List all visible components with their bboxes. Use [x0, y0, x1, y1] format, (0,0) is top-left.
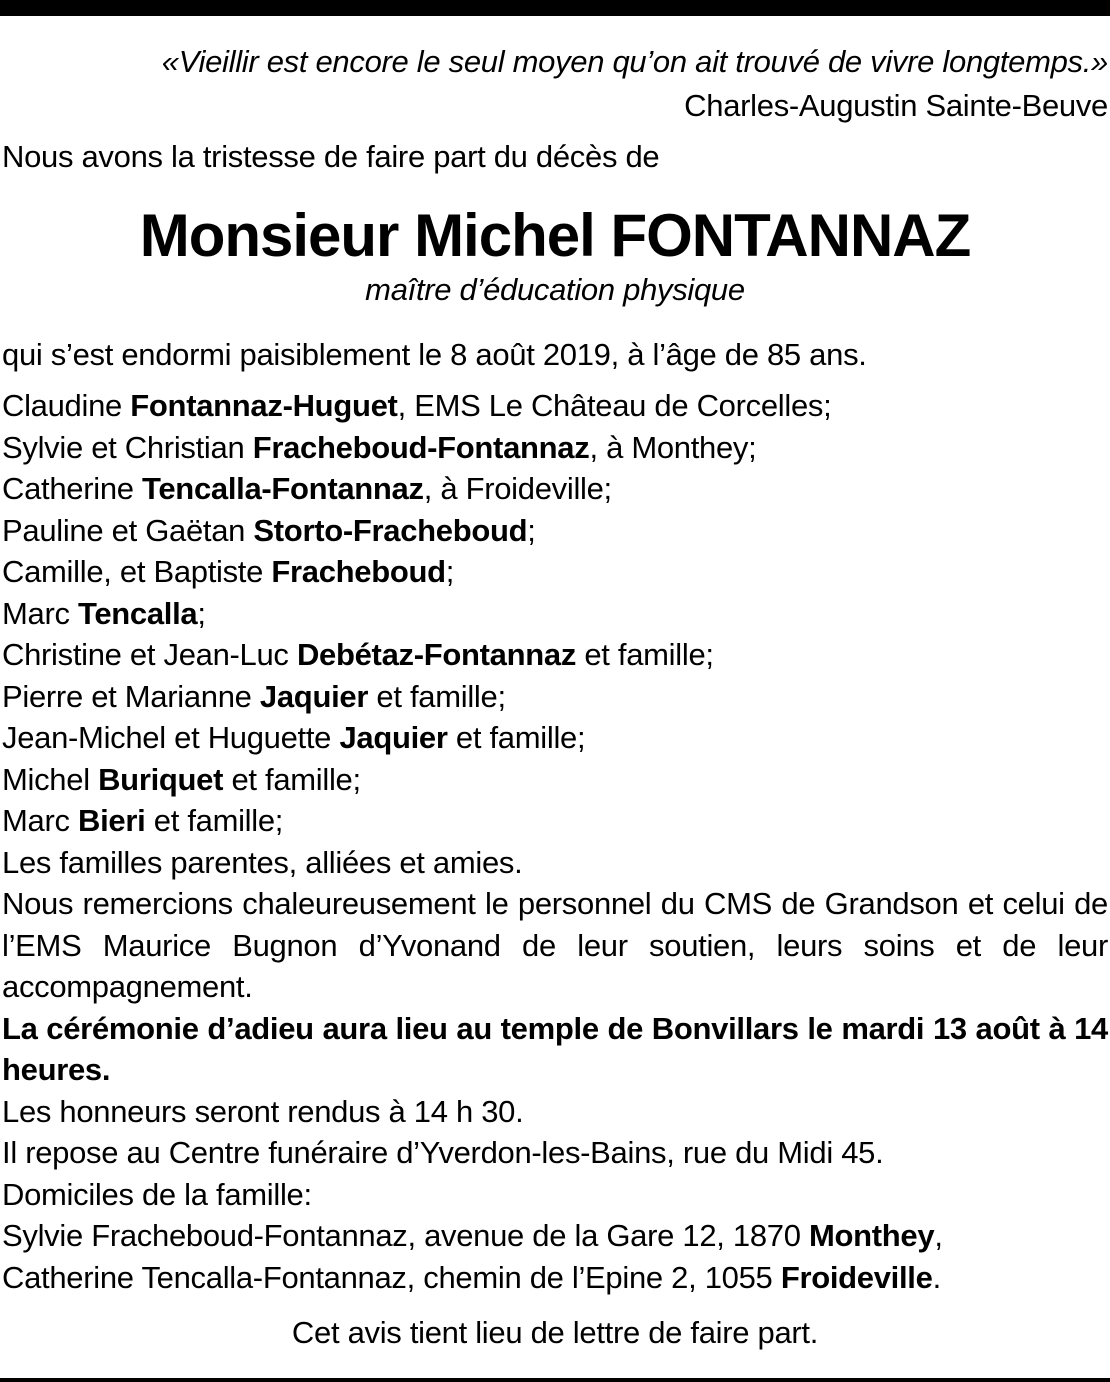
family-member: Camille, et Baptiste Fracheboud; — [2, 554, 455, 589]
family-member: Sylvie et Christian Fracheboud-Fontannaz, à Monthey; — [2, 429, 757, 465]
epigraph-quote: «Vieillir est encore le seul moyen qu’on ait trouvé de vivre longtemps.» — [161, 44, 1108, 79]
deceased-profession: maître d’éducation physique — [365, 271, 745, 307]
family-member: Marc Bieri et famille; — [2, 803, 284, 838]
deceased-name: Monsieur Michel FONTANNAZ — [139, 201, 971, 269]
bottom-rule — [0, 1378, 1110, 1382]
top-rule — [0, 0, 1110, 16]
family-member: Marc Tencalla; — [2, 595, 206, 631]
obituary-notice — [2, 40, 1108, 1354]
closing-note: Cet avis tient lieu de lettre de faire part. — [291, 1315, 819, 1350]
family-member: Michel Buriquet et famille; — [2, 761, 361, 797]
thanks-paragraph: Nous remercions chaleureusement le personnel du CMS de Grandson et celui de l’EMS Maurice Bugnon d’Yvonand de leur soutien, leurs soins et de leur accompagnement. — [2, 886, 1108, 1004]
ceremony-info: La cérémonie d’adieu aura lieu au temple de Bonvillars le mardi 13 août à 14 heures. — [2, 1010, 1108, 1087]
resting-place: Il repose au Centre funéraire d’Yverdon-les-Bains, rue du Midi 45. — [2, 1135, 884, 1170]
domicile-entry: Catherine Tencalla-Fontannaz, chemin de l’Epine 2, 1055 Froideville. — [2, 1259, 941, 1295]
family-member: Pauline et Gaëtan Storto-Fracheboud; — [2, 512, 536, 548]
honours-info: Les honneurs seront rendus à 14 h 30. — [2, 1093, 524, 1129]
death-notice: qui s’est endormi paisiblement le 8 août 2019, à l’âge de 85 ans. — [2, 336, 867, 372]
family-member: Christine et Jean-Luc Debétaz-Fontannaz et famille; — [2, 637, 714, 672]
family-member: Pierre et Marianne Jaquier et famille; — [2, 678, 506, 714]
intro-text: Nous avons la tristesse de faire part du décès de — [2, 139, 660, 174]
relatives-line: Les familles parentes, alliées et amies. — [2, 844, 523, 880]
family-member: Jean-Michel et Huguette Jaquier et famille; — [2, 720, 586, 755]
family-member: Catherine Tencalla-Fontannaz, à Froideville; — [2, 471, 612, 506]
domiciles-label: Domiciles de la famille: — [2, 1176, 312, 1212]
family-member: Claudine Fontannaz-Huguet, EMS Le Château de Corcelles; — [2, 388, 832, 423]
epigraph-author: Charles-Augustin Sainte-Beuve — [684, 88, 1108, 123]
family-list — [2, 385, 1108, 842]
domicile-entry: Sylvie Fracheboud-Fontannaz, avenue de la Gare 12, 1870 Monthey, — [2, 1218, 943, 1253]
